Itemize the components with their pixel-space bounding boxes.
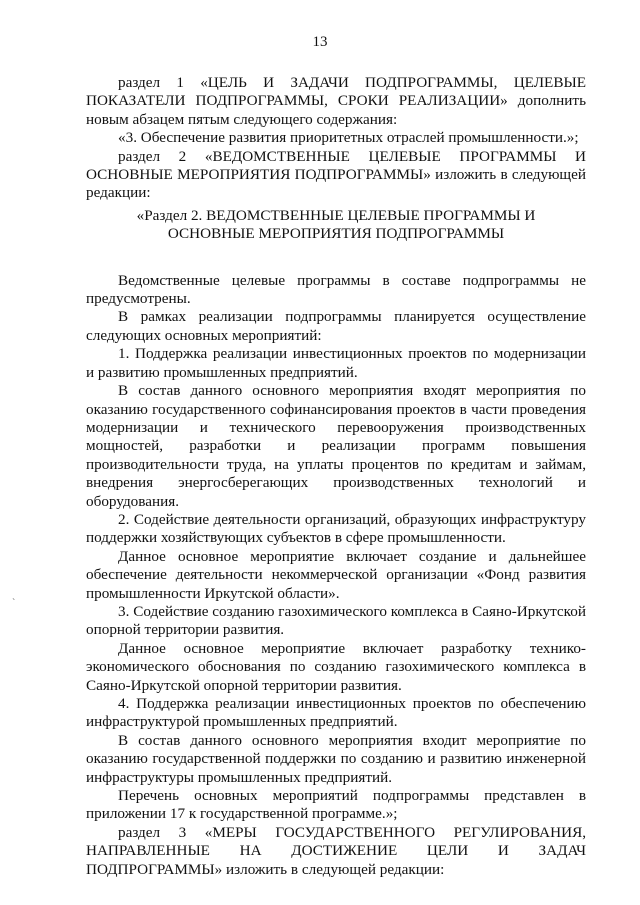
paragraph-measure-3-details: Данное основное мероприятие включает разработку технико-экономического обоснования по созданию газохимического комплекса в Саяно-Иркутской опорной территории развития. [86, 639, 586, 694]
paragraph-measure-4-details: В состав данного основного мероприятия входит мероприятие по оказанию государственной поддержки по созданию и развитию инженерной инфраструктуры промышленных предприятий. [86, 731, 586, 786]
document-body [86, 74, 586, 879]
paragraph-measure-1: 1. Поддержка реализации инвестиционных проектов по модернизации и развитию промышленных предприятий. [86, 345, 586, 381]
paragraph-section-2-amendment: раздел 2 «ВЕДОМСТВЕННЫЕ ЦЕЛЕВЫЕ ПРОГРАММЫ И ОСНОВНЫЕ МЕРОПРИЯТИЯ ПОДПРОГРАММЫ» изложить в следующей редакции: [86, 147, 586, 202]
paragraph-measure-2: 2. Содействие деятельности организаций, образующих инфраструктуру поддержки хозяйствующих субъектов в сфере промышленности. [86, 510, 586, 547]
margin-mark: ` [12, 598, 16, 609]
paragraph-new-item-3: «3. Обеспечение развития приоритетных отраслей промышленности.»; [118, 129, 579, 147]
paragraph-measures-list-reference: Перечень основных мероприятий подпрограммы представлен в приложении 17 к государственной программе.»; [86, 787, 586, 823]
paragraph-planned-measures-intro: В рамках реализации подпрограммы планируется осуществление следующих основных мероприятий: [86, 308, 586, 344]
paragraph-measure-4: 4. Поддержка реализации инвестиционных проектов по обеспечению инфраструктурой промышленных предприятий. [86, 695, 586, 731]
page-number: 13 [312, 34, 328, 50]
paragraph-no-target-programs: Ведомственные целевые программы в составе подпрограммы не предусмотрены. [86, 271, 586, 308]
paragraph-section-1-amendment: раздел 1 «ЦЕЛЬ И ЗАДАЧИ ПОДПРОГРАММЫ, ЦЕЛЕВЫЕ ПОКАЗАТЕЛИ ПОДПРОГРАММЫ, СРОКИ РЕАЛИЗАЦИИ» дополнить новым абзацем пятым следующего содержания: [86, 74, 586, 128]
paragraph-section-3-amendment: раздел 3 «МЕРЫ ГОСУДАРСТВЕННОГО РЕГУЛИРОВАНИЯ, НАПРАВЛЕННЫЕ НА ДОСТИЖЕНИЕ ЦЕЛИ И ЗАДАЧ ПОДПРОГРАММЫ» изложить в следующей редакции: [86, 823, 586, 878]
section-2-heading: «Раздел 2. ВЕДОМСТВЕННЫЕ ЦЕЛЕВЫЕ ПРОГРАММЫ И ОСНОВНЫЕ МЕРОПРИЯТИЯ ПОДПРОГРАММЫ [136, 206, 536, 243]
paragraph-measure-3: 3. Содействие созданию газохимического комплекса в Саяно-Иркутской опорной территории развития. [86, 602, 586, 639]
paragraph-measure-2-details: Данное основное мероприятие включает создание и дальнейшее обеспечение деятельности некоммерческой организации «Фонд развития промышленности Иркутской области». [86, 547, 586, 602]
paragraph-measure-1-details: В состав данного основного мероприятия входят мероприятия по оказанию государственного софинансирования проектов в части проведения модернизации и технического перевооружения производственных мощностей, разработки и реализации программ повышения производительности труда, на уплаты процентов по кредитам и займам, внедрения энергосберегающих производственных технологий и оборудования. [86, 382, 586, 510]
